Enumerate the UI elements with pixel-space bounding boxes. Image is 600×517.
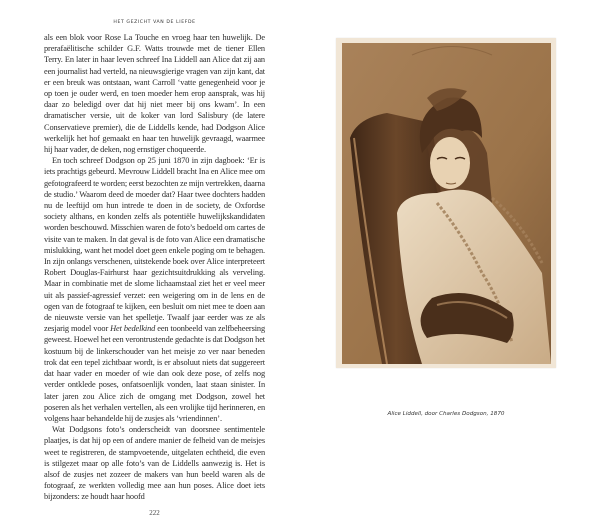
face — [430, 137, 470, 189]
right-page — [300, 0, 600, 460]
paragraph — [44, 155, 265, 424]
italic-book-title: Het bedelkind — [110, 324, 156, 334]
paragraph: als een blok voor Rose La Touche en vroeg haar ten huwelijk. De prerafaëlitische schilder G.F. Watts trouwde met de tiener Ellen Terry. En later in haar leven schreef Ina Liddell aan Alice dat zij aan een journalist had verteld, na nieuwsgierige vragen van zijn kant, dat er een breuk was ontstaan, want Carroll ‘vatte genegenheid voor je op toen je ouder werd, en toen moeder hem erop aansprak, was hij daar zo beledigd over dat hij niet meer bij ons kwam’. In een dramatischer versie, uit de koker van lord Salisbury (de latere Conservatieve premier), die de Liddells kende, had Dodgson Alice werkelijk het hof gemaakt en haar ten huwelijk gevraagd, waarmee hij haar vader, de deken, nog ernstiger choqueerde. — [44, 33, 265, 155]
photo-mount — [336, 38, 556, 368]
paragraph-text: een toonbeeld van zelfbeheersing geweest. Hoewel het een verontrustende gedachte is dat Dodgson het kostuum bij de linkerschouder van het meisje zo ver naar beneden trok dat een tepel zichtbaar wordt, is er absoluut niets dat suggereert dat haar vader en moeder of wie dan ook deze pose, of zelfs nog verder ontklede poses, onfatsoenlijk vonden, laat staan sinister. In later jaren zou Alice zich de omgang met Dodgson, zowel het poseren als het verhalen vertellen, als een vrolijke tijd herinneren, en volgens haar behandelde hij de zusjes als ‘vriendinnen’. — [44, 324, 265, 423]
page-number: 222 — [149, 508, 160, 517]
running-head: HET GEZICHT VAN DE LIEFDE — [113, 20, 196, 25]
paragraph-text: En toch schreef Dodgson op 25 juni 1870 in zijn dagboek: ‘Er is iets prachtigs gebeurd. Mevrouw Liddell bracht Ina en Alice mee om gefotografeerd te worden; eerst bezochten ze mijn vertrekken, daarna de studio.’ Waarom deed de moeder dat? Haar twee dochters hadden nu de leeftijd om hun intrede te doen in de society, de Oxfordse society althans, en konden zelfs als potentiële huwelijkskandidaten worden beschouwd. Misschien waren de foto’s bedoeld om cartes de visite van te maken. In dat geval is de foto van Alice een dramatische mislukking, want het model doet geen enkele poging om te behagen. In zijn onlangs verschenen, uitstekende boek over Alice interpreteert Robert Douglas-Fairhurst haar gezichtsuitdrukking als verveling. Maar in combinatie met de slome lichaamstaal ziet het er veel meer uit als passief-agressief verzet: een weigering om in de lens en de ogen van de fotograaf te kijken, een besluit om niet mee te doen aan de nieuwste versie van het spelletje. Twaalf jaar eerder was ze als zesjarig model voor — [44, 156, 265, 334]
paragraph: Wat Dodgsons foto’s onderscheidt van doorsnee sentimentele plaatjes, is dat hij op een of andere manier de felheid van de meisjes weet te registreren, de stampvoetende, uitgelaten echtheid, die even is stilgezet maar op alle foto’s van de Liddells aanwezig is. Het is alsof de zusjes net zozeer de makers van hun beeld waren als de fotograaf, ze werkten volledig mee aan hun poses. Alice doet iets bijzonders: ze houdt haar hoofd — [44, 425, 265, 502]
caption-credit: , door Charles Dodgson, 1870 — [421, 411, 505, 417]
photo-caption — [336, 411, 556, 417]
portrait-photo — [342, 43, 551, 364]
portrait-illustration — [342, 43, 551, 364]
body-text — [44, 32, 265, 503]
caption-name: Alice Liddell — [387, 411, 422, 417]
